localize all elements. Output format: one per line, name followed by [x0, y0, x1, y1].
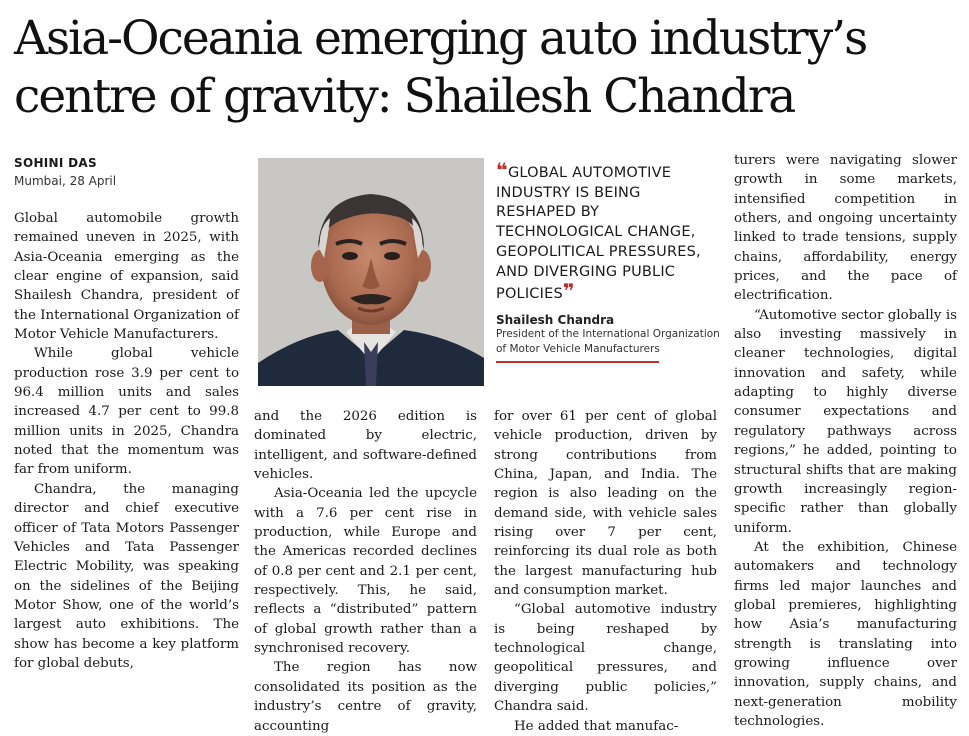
byline-dateline: Mumbai, 28 April	[14, 174, 117, 188]
portrait-photo	[258, 158, 484, 386]
article-column-2	[254, 407, 477, 736]
byline-author: SOHINI DAS	[14, 156, 97, 170]
paragraph: for over 61 per cent of global vehicle production, driven by strong contributions from China, Japan, and India. The region is also leading on the demand side, with vehicle sales rising over 7 per cent, reinforcing its dual role as both the largest manufacturing hub and consumption market.	[494, 409, 717, 599]
headline-line-1: Asia-Oceania emerging auto industry’s	[14, 11, 867, 66]
paragraph: Chandra, the managing director and chief executive officer of Tata Motors Passenger Vehicles and Tata Passenger Electric Mobility, was speaking on the sidelines of the Beijing Motor Show, one of the world’s largest auto exhibitions. The show has become a key platform for global debuts,	[14, 481, 239, 671]
pull-quote-body: GLOBAL AUTOMOTIVE INDUSTRY IS BEING RESHAPED BY TECHNOLOGICAL CHANGE, GEOPOLITICAL PRESSURES, AND DIVERGING PUBLIC POLICIES	[496, 165, 701, 303]
paragraph: The region has now consolidated its position as the industry’s centre of gravity, accounting	[254, 660, 477, 734]
headline	[14, 10, 959, 126]
article-column-3	[494, 407, 717, 736]
paragraph: At the exhibition, Chinese automakers and technology firms led major launches and global premieres, highlighting how Asia’s manufacturing strength is translating into growing influence over innovation, supply chains, and next-generation mobility technologies.	[734, 539, 957, 729]
open-quote-mark-icon: ❝	[496, 158, 508, 182]
pull-quote-attribution-role: President of the International Organization of Motor Vehicle Manufacturers	[496, 327, 720, 355]
article-column-1	[14, 209, 239, 673]
paragraph: “Global automotive industry is being reshaped by technological change, geopolitical pressures, and diverging public policies,” Chandra said.	[494, 602, 717, 715]
paragraph: Global automobile growth remained uneven in 2025, with Asia-Oceania emerging as the clear engine of expansion, said Shailesh Chandra, president of the International Organization of Motor Vehicle Manufacturers.	[14, 211, 239, 343]
pull-quote	[496, 158, 721, 363]
pull-quote-text	[496, 158, 721, 305]
portrait-illustration	[258, 158, 484, 386]
paragraph: While global vehicle production rose 3.9 per cent to 96.4 million units and sales increased 4.7 per cent to 99.8 million units in 2025, Chandra noted that the momentum was far from uniform.	[14, 346, 239, 478]
paragraph: “Automotive sector globally is also investing massively in cleaner technologies, digital innovation and safety, while adapting to highly diverse consumer expectations and regulatory pathways across regions,” he added, pointing to structural shifts that are making growth increasingly region-specific rather than globally uniform.	[734, 307, 957, 536]
paragraph: He added that manufac-	[514, 718, 679, 734]
article-column-4	[734, 151, 957, 731]
headline-line-2: centre of gravity: Shailesh Chandra	[14, 69, 795, 124]
pull-quote-attribution-name: Shailesh Chandra	[496, 312, 615, 327]
close-quote-mark-icon: ❞	[562, 279, 575, 304]
paragraph: and the 2026 edition is dominated by electric, intelligent, and software-defined vehicles.	[254, 409, 477, 483]
paragraph: Asia-Oceania led the upcycle with a 7.6 per cent rise in production, while Europe and the Americas recorded declines of 0.8 per cent and 2.1 per cent, respectively. This, he said, reflects a “distributed” pattern of global growth rather than a synchronised recovery.	[254, 486, 477, 657]
pull-quote-rule	[496, 361, 659, 363]
paragraph: turers were navigating slower growth in some markets, intensified competition in others, and ongoing uncertainty linked to trade tensions, supply chains, affordability, energy prices, and the pace of electrification.	[734, 153, 957, 304]
